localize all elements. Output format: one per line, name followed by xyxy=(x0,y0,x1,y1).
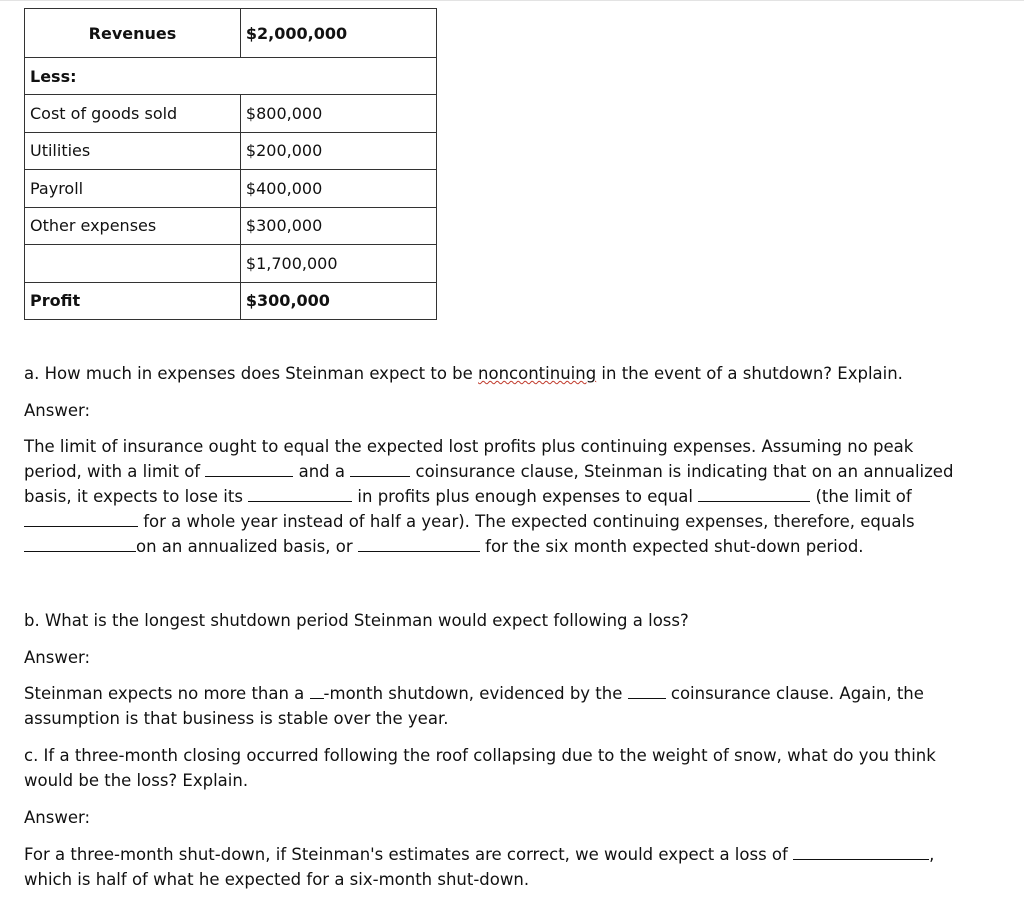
total-row xyxy=(25,245,437,283)
question-a: a. How much in expenses does Steinman expect to be noncontinuing in the event of a shutdown? Explain. xyxy=(24,364,903,383)
expense-value: $800,000 xyxy=(240,95,436,133)
blank-field xyxy=(793,844,929,860)
revenues-value: $2,000,000 xyxy=(240,9,436,58)
answer-label-b: Answer: xyxy=(24,648,91,667)
less-row xyxy=(25,58,437,95)
expense-value: $200,000 xyxy=(240,132,436,170)
expense-value: $400,000 xyxy=(240,170,436,208)
answer-a-text: The limit of insurance ought to equal the expected lost profits plus continuing expenses. Assuming no peak period, with a limit of and a coinsurance clause, Steinman is indicating that on an annualized basis, it expects to lose its in profits plus enough expenses to equal (the limit of for a whole year instead of half a year). The expected continuing expenses, therefore, equals on an annualized basis, or for the six month expected shut-down period. xyxy=(24,437,954,556)
expense-value: $300,000 xyxy=(240,207,436,245)
table-row xyxy=(25,170,437,208)
total-label-empty xyxy=(25,245,241,283)
profit-value: $300,000 xyxy=(240,282,436,320)
blank-field xyxy=(350,461,410,477)
profit-row xyxy=(25,282,437,320)
blank-field xyxy=(628,683,666,699)
answer-label-c: Answer: xyxy=(24,808,91,827)
answer-b-text: Steinman expects no more than a -month shutdown, evidenced by the coinsurance clause. Again, the assumption is that business is stable over the year. xyxy=(24,684,924,728)
question-b: b. What is the longest shutdown period Steinman would expect following a loss? xyxy=(24,611,689,630)
answer-label-a: Answer: xyxy=(24,401,91,420)
top-border-line xyxy=(0,0,1024,1)
less-label: Less: xyxy=(25,58,437,95)
blank-field xyxy=(24,511,138,527)
answer-c-text: For a three-month shut-down, if Steinman's estimates are correct, we would expect a loss of , which is half of what he expected for a six-month shut-down. xyxy=(24,845,935,889)
revenues-row xyxy=(25,9,437,58)
table-row xyxy=(25,207,437,245)
total-expenses-value: $1,700,000 xyxy=(240,245,436,283)
revenues-label: Revenues xyxy=(25,9,241,58)
expense-label: Payroll xyxy=(25,170,241,208)
table-row xyxy=(25,132,437,170)
income-statement-table xyxy=(24,8,437,320)
expense-label: Cost of goods sold xyxy=(25,95,241,133)
blank-field xyxy=(698,486,810,502)
table-row xyxy=(25,95,437,133)
blank-field xyxy=(358,536,480,552)
spellcheck-word: noncontinuing xyxy=(478,364,597,383)
blank-field xyxy=(24,536,136,552)
blank-field xyxy=(248,486,352,502)
question-c: c. If a three-month closing occurred following the roof collapsing due to the weight of snow, what do you think would be the loss? Explain. xyxy=(24,746,936,790)
expense-label: Utilities xyxy=(25,132,241,170)
blank-field xyxy=(310,683,324,699)
blank-field xyxy=(205,461,293,477)
expense-label: Other expenses xyxy=(25,207,241,245)
profit-label: Profit xyxy=(25,282,241,320)
